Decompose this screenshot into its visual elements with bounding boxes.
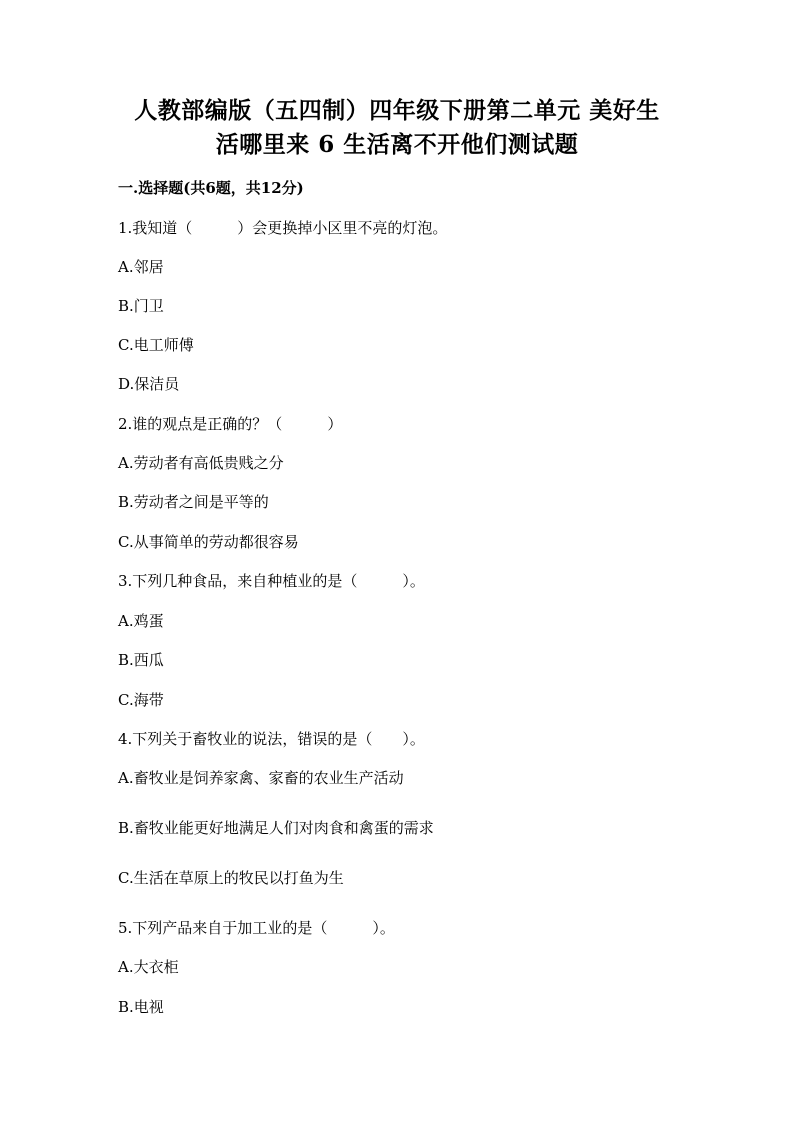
question-1-stem: 1.我知道（ ）会更换掉小区里不亮的灯泡。: [118, 219, 448, 237]
question-3-stem: 3.下列几种食品，来自种植业的是（ ）。: [118, 572, 425, 590]
question-1-option-c: C.电工师傅: [118, 336, 194, 354]
question-3-option-c: C.海带: [118, 691, 164, 709]
question-4-stem: 4.下列关于畜牧业的说法，错误的是（ ）。: [118, 730, 425, 748]
question-2-stem: 2.谁的观点是正确的？（ ）: [118, 415, 343, 433]
question-3-option-b: B.西瓜: [118, 651, 164, 669]
question-2-option-a: A.劳动者有高低贵贱之分: [118, 454, 284, 472]
question-4-option-b: B.畜牧业能更好地满足人们对肉食和禽蛋的需求: [118, 819, 434, 837]
question-2-option-c: C.从事简单的劳动都很容易: [118, 533, 299, 551]
question-1-option-a: A.邻居: [118, 258, 164, 276]
question-2-option-b: B.劳动者之间是平等的: [118, 493, 269, 511]
section-header: 一.选择题(共6题，共12分): [118, 179, 304, 197]
question-5-option-a: A.大衣柜: [118, 958, 179, 976]
page-title-line-1: 人教部编版（五四制）四年级下册第二单元 美好生: [134, 97, 660, 124]
question-4-option-a: A.畜牧业是饲养家禽、家畜的农业生产活动: [118, 769, 404, 787]
question-1-option-d: D.保洁员: [118, 375, 180, 393]
question-1-option-b: B.门卫: [118, 297, 164, 315]
question-5-option-b: B.电视: [118, 998, 164, 1016]
question-5-stem: 5.下列产品来自于加工业的是（ ）。: [118, 919, 395, 937]
question-4-option-c: C.生活在草原上的牧民以打鱼为生: [118, 869, 344, 887]
question-3-option-a: A.鸡蛋: [118, 612, 164, 630]
page-title-line-2: 活哪里来 6 生活离不开他们测试题: [215, 131, 579, 158]
